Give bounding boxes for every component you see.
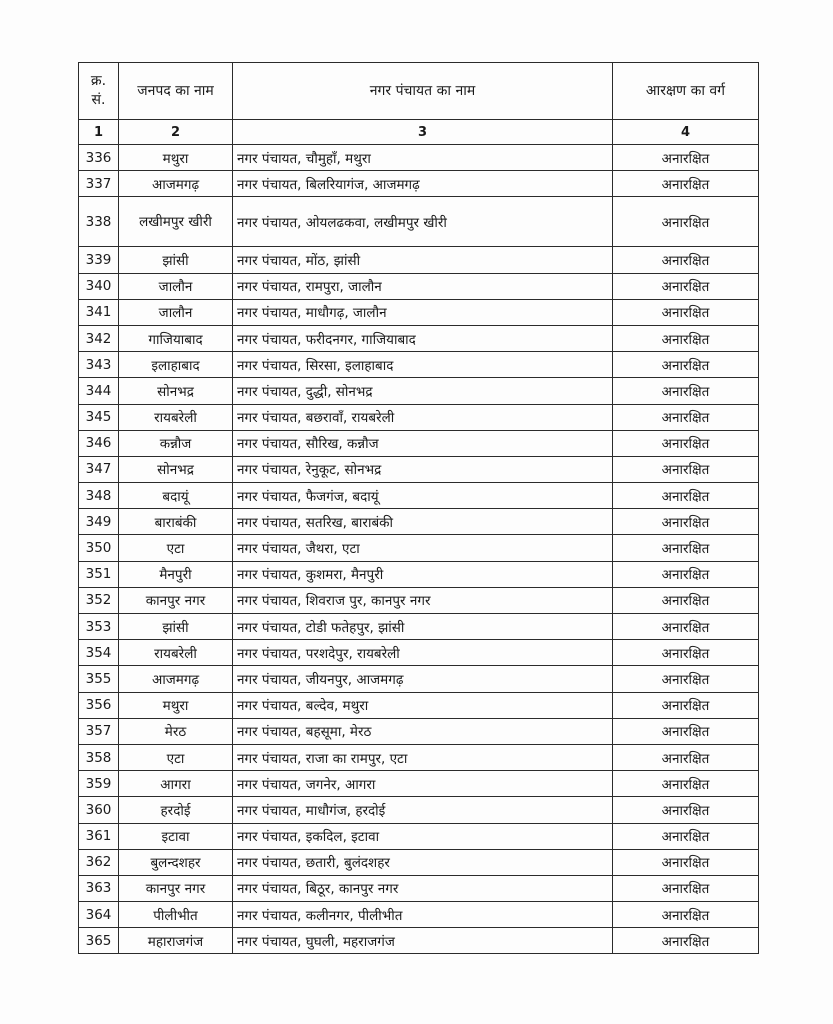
serial-number-cell: 346 [79, 430, 119, 456]
panchayat-name-cell: नगर पंचायत, छतारी, बुलंदशहर [233, 849, 613, 875]
category-cell: अनारक्षित [613, 666, 759, 692]
serial-number-cell: 348 [79, 483, 119, 509]
category-cell: अनारक्षित [613, 145, 759, 171]
category-cell: अनारक्षित [613, 640, 759, 666]
district-cell: जालौन [119, 299, 233, 325]
district-cell: गाजियाबाद [119, 325, 233, 351]
district-cell: मेरठ [119, 718, 233, 744]
district-cell: आजमगढ़ [119, 171, 233, 197]
category-cell: अनारक्षित [613, 430, 759, 456]
panchayat-name-cell: नगर पंचायत, रेनुकूट, सोनभद्र [233, 456, 613, 482]
district-cell: बदायूं [119, 483, 233, 509]
header-district: जनपद का नाम [119, 63, 233, 120]
table-row [79, 273, 759, 299]
district-cell: इटावा [119, 823, 233, 849]
table-row [79, 797, 759, 823]
serial-number-cell: 361 [79, 823, 119, 849]
table-row [79, 378, 759, 404]
header-category: आरक्षण का वर्ग [613, 63, 759, 120]
category-cell: अनारक्षित [613, 849, 759, 875]
serial-number-cell: 340 [79, 273, 119, 299]
category-cell: अनारक्षित [613, 692, 759, 718]
panchayat-name-cell: नगर पंचायत, कलीनगर, पीलीभीत [233, 902, 613, 928]
panchayat-name-cell: नगर पंचायत, राजा का रामपुर, एटा [233, 744, 613, 770]
panchayat-name-cell: नगर पंचायत, सिरसा, इलाहाबाद [233, 352, 613, 378]
panchayat-name-cell: नगर पंचायत, शिवराज पुर, कानपुर नगर [233, 587, 613, 613]
table-row [79, 145, 759, 171]
serial-number-cell: 343 [79, 352, 119, 378]
district-cell: आगरा [119, 771, 233, 797]
panchayat-name-cell: नगर पंचायत, बछरावाँ, रायबरेली [233, 404, 613, 430]
category-cell: अनारक्षित [613, 614, 759, 640]
table-row [79, 744, 759, 770]
serial-number-cell: 337 [79, 171, 119, 197]
panchayat-name-cell: नगर पंचायत, सतरिख, बाराबंकी [233, 509, 613, 535]
district-cell: कानपुर नगर [119, 875, 233, 901]
serial-number-cell: 362 [79, 849, 119, 875]
category-cell: अनारक्षित [613, 273, 759, 299]
serial-number-cell: 344 [79, 378, 119, 404]
category-cell: अनारक्षित [613, 561, 759, 587]
serial-number-cell: 363 [79, 875, 119, 901]
table-row [79, 197, 759, 247]
category-cell: अनारक्षित [613, 197, 759, 247]
table-row [79, 404, 759, 430]
panchayat-name-cell: नगर पंचायत, सौरिख, कन्नौज [233, 430, 613, 456]
district-cell: आजमगढ़ [119, 666, 233, 692]
panchayat-name-cell: नगर पंचायत, माधौगढ़, जालौन [233, 299, 613, 325]
panchayat-name-cell: नगर पंचायत, दुद्धी, सोनभद्र [233, 378, 613, 404]
panchayat-name-cell: नगर पंचायत, फरीदनगर, गाजियाबाद [233, 325, 613, 351]
panchayat-name-cell: नगर पंचायत, जैथरा, एटा [233, 535, 613, 561]
district-cell: सोनभद्र [119, 378, 233, 404]
column-number: 1 [79, 120, 119, 145]
serial-number-cell: 339 [79, 247, 119, 273]
table-row [79, 325, 759, 351]
table-row [79, 849, 759, 875]
district-cell: जालौन [119, 273, 233, 299]
category-cell: अनारक्षित [613, 404, 759, 430]
serial-number-cell: 345 [79, 404, 119, 430]
panchayat-name-cell: नगर पंचायत, मोंठ, झांसी [233, 247, 613, 273]
district-cell: एटा [119, 744, 233, 770]
district-cell: कन्नौज [119, 430, 233, 456]
table-row [79, 352, 759, 378]
category-cell: अनारक्षित [613, 928, 759, 954]
district-cell: बुलन्दशहर [119, 849, 233, 875]
table-row [79, 587, 759, 613]
category-cell: अनारक्षित [613, 718, 759, 744]
table-row [79, 509, 759, 535]
serial-number-cell: 336 [79, 145, 119, 171]
category-cell: अनारक्षित [613, 587, 759, 613]
serial-number-cell: 357 [79, 718, 119, 744]
district-cell: एटा [119, 535, 233, 561]
table-row [79, 171, 759, 197]
category-cell: अनारक्षित [613, 509, 759, 535]
panchayat-name-cell: नगर पंचायत, जगनेर, आगरा [233, 771, 613, 797]
table-row [79, 456, 759, 482]
column-number: 2 [119, 120, 233, 145]
table-row [79, 535, 759, 561]
category-cell: अनारक्षित [613, 797, 759, 823]
panchayat-name-cell: नगर पंचायत, रामपुरा, जालौन [233, 273, 613, 299]
table-row [79, 692, 759, 718]
panchayat-name-cell: नगर पंचायत, बहसूमा, मेरठ [233, 718, 613, 744]
district-cell: झांसी [119, 614, 233, 640]
category-cell: अनारक्षित [613, 352, 759, 378]
table-row [79, 430, 759, 456]
serial-number-cell: 342 [79, 325, 119, 351]
district-cell: बाराबंकी [119, 509, 233, 535]
district-cell: कानपुर नगर [119, 587, 233, 613]
panchayat-name-cell: नगर पंचायत, घुघली, महराजगंज [233, 928, 613, 954]
district-cell: लखीमपुर खीरी [119, 197, 233, 247]
district-cell: मथुरा [119, 692, 233, 718]
table-row [79, 299, 759, 325]
table-row [79, 483, 759, 509]
district-cell: महाराजगंज [119, 928, 233, 954]
panchayat-name-cell: नगर पंचायत, परशदेपुर, रायबरेली [233, 640, 613, 666]
table-row [79, 247, 759, 273]
district-cell: हरदोई [119, 797, 233, 823]
table-row [79, 875, 759, 901]
category-cell: अनारक्षित [613, 378, 759, 404]
panchayat-name-cell: नगर पंचायत, फैजगंज, बदायूं [233, 483, 613, 509]
district-cell: रायबरेली [119, 640, 233, 666]
category-cell: अनारक्षित [613, 902, 759, 928]
serial-number-cell: 356 [79, 692, 119, 718]
serial-number-cell: 364 [79, 902, 119, 928]
district-cell: मथुरा [119, 145, 233, 171]
category-cell: अनारक्षित [613, 171, 759, 197]
panchayat-name-cell: नगर पंचायत, कुशमरा, मैनपुरी [233, 561, 613, 587]
header-panchayat: नगर पंचायत का नाम [233, 63, 613, 120]
panchayat-name-cell: नगर पंचायत, बिलरियागंज, आजमगढ़ [233, 171, 613, 197]
table-row [79, 640, 759, 666]
column-number-row [79, 120, 759, 145]
table-row [79, 666, 759, 692]
table-row [79, 771, 759, 797]
table-row [79, 561, 759, 587]
category-cell: अनारक्षित [613, 744, 759, 770]
category-cell: अनारक्षित [613, 823, 759, 849]
serial-number-cell: 338 [79, 197, 119, 247]
serial-number-cell: 353 [79, 614, 119, 640]
serial-number-cell: 347 [79, 456, 119, 482]
column-number: 4 [613, 120, 759, 145]
panchayat-name-cell: नगर पंचायत, बल्देव, मथुरा [233, 692, 613, 718]
panchayat-name-cell: नगर पंचायत, इकदिल, इटावा [233, 823, 613, 849]
district-cell: पीलीभीत [119, 902, 233, 928]
table-row [79, 928, 759, 954]
category-cell: अनारक्षित [613, 875, 759, 901]
district-cell: मैनपुरी [119, 561, 233, 587]
serial-number-cell: 349 [79, 509, 119, 535]
category-cell: अनारक्षित [613, 771, 759, 797]
serial-number-cell: 360 [79, 797, 119, 823]
serial-number-cell: 350 [79, 535, 119, 561]
serial-number-cell: 359 [79, 771, 119, 797]
panchayat-name-cell: नगर पंचायत, चौमुहाँ, मथुरा [233, 145, 613, 171]
table-row [79, 614, 759, 640]
reservation-table [78, 62, 759, 954]
table-row [79, 823, 759, 849]
category-cell: अनारक्षित [613, 247, 759, 273]
header-row [79, 63, 759, 120]
serial-number-cell: 354 [79, 640, 119, 666]
category-cell: अनारक्षित [613, 483, 759, 509]
serial-number-cell: 365 [79, 928, 119, 954]
serial-number-cell: 341 [79, 299, 119, 325]
table-body [79, 145, 759, 954]
district-cell: सोनभद्र [119, 456, 233, 482]
header-serial: क्र. सं. [79, 63, 119, 120]
panchayat-name-cell: नगर पंचायत, बिठूर, कानपुर नगर [233, 875, 613, 901]
serial-number-cell: 355 [79, 666, 119, 692]
panchayat-name-cell: नगर पंचायत, ओयलढकवा, लखीमपुर खीरी [233, 197, 613, 247]
serial-number-cell: 351 [79, 561, 119, 587]
category-cell: अनारक्षित [613, 535, 759, 561]
table-row [79, 902, 759, 928]
category-cell: अनारक्षित [613, 456, 759, 482]
district-cell: इलाहाबाद [119, 352, 233, 378]
panchayat-name-cell: नगर पंचायत, टोडी फतेहपुर, झांसी [233, 614, 613, 640]
district-cell: झांसी [119, 247, 233, 273]
district-cell: रायबरेली [119, 404, 233, 430]
panchayat-name-cell: नगर पंचायत, जीयनपुर, आजमगढ़ [233, 666, 613, 692]
panchayat-name-cell: नगर पंचायत, माधौगंज, हरदोई [233, 797, 613, 823]
category-cell: अनारक्षित [613, 325, 759, 351]
category-cell: अनारक्षित [613, 299, 759, 325]
table-row [79, 718, 759, 744]
serial-number-cell: 352 [79, 587, 119, 613]
column-number: 3 [233, 120, 613, 145]
serial-number-cell: 358 [79, 744, 119, 770]
